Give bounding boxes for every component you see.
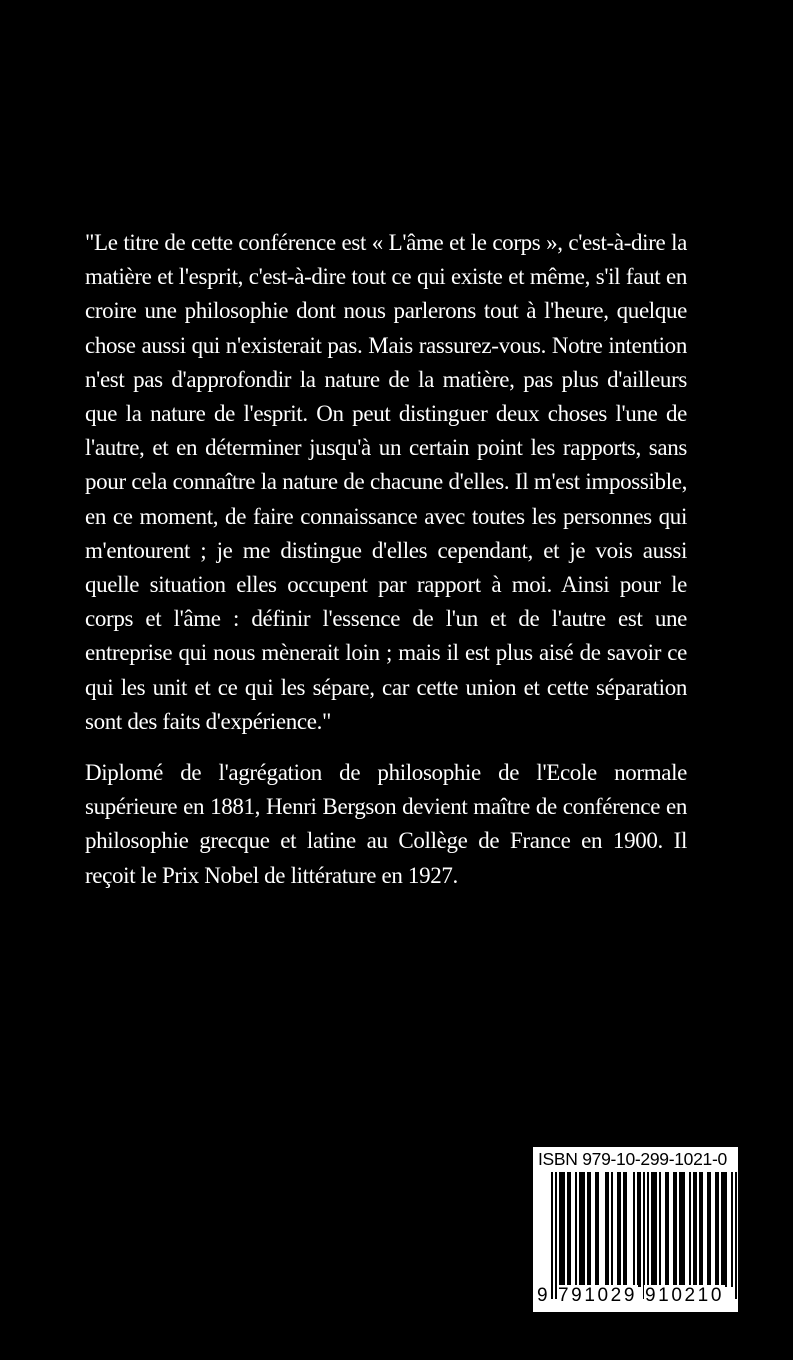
author-bio: Diplomé de l'agrégation de philosophie de l'Ecole normale supérieure en 1881, Henri Bergson devient maître de conférence en philosophie grecque et latine au Collège de France en 1900. Il reçoit le Prix Nobel de littérature en 1927. (85, 760, 687, 888)
barcode-bar (569, 1172, 571, 1287)
barcode-bar (731, 1172, 733, 1287)
barcode-guard-bar (643, 1172, 645, 1299)
back-cover-quote: "Le titre de cette conférence est « L'âme et le corps », c'est-à-dire la matière et l'esprit, c'est-à-dire tout ce qui existe et même, s'il faut en croire une philosophie dont nous parlerons tout à l'heure, quelque chose aussi qui n'existerait pas. Mais rassurez-vous. Notre intention n'est pas d'approfondir la nature de la matière, pas plus d'ailleurs que la nature de l'esprit. On peut distinguer deux choses l'une de l'autre, et en déterminer jusqu'à un certain point les rapports, sans pour cela connaître la nature de chacune d'elles. Il m'est impossible, en ce moment, de faire connaissance avec toutes les personnes qui m'entourent ; je me distingue d'elles cependant, et je vois aussi quelle situation elles occupent par rapport à moi. Ainsi pour le corps et l'âme : définir l'essence de l'un et de l'autre est une entreprise qui nous mènerait loin ; mais il est plus aisé de savoir ce qui les unit et ce qui les sépare, car cette union et cette séparation sont des faits d'expérience." (85, 230, 687, 734)
barcode-bar (651, 1172, 653, 1287)
barcode-bar (605, 1172, 607, 1287)
barcode-bar (617, 1172, 619, 1287)
barcode-bar (675, 1172, 677, 1287)
barcode-bar (723, 1172, 725, 1287)
barcode-bar (693, 1172, 695, 1287)
barcode-bar (679, 1172, 681, 1287)
barcode-bar (717, 1172, 719, 1287)
barcode-bar (655, 1172, 657, 1287)
barcode-bar (581, 1172, 583, 1287)
barcode-bar (659, 1172, 661, 1287)
barcode-bar (725, 1172, 727, 1287)
barcode-bar (579, 1172, 581, 1287)
barcode-bar (637, 1172, 639, 1287)
barcode-bar (583, 1172, 585, 1287)
barcode-bar (595, 1172, 597, 1287)
barcode-bar (683, 1172, 685, 1287)
barcode-bar (653, 1172, 655, 1287)
barcode-digit-first: 9 (537, 1285, 551, 1306)
barcode-bar (673, 1172, 675, 1287)
barcode-bar (639, 1172, 641, 1287)
barcode-guard-bar (555, 1172, 557, 1299)
barcode-guard-bar (551, 1172, 553, 1299)
barcode-bar (681, 1172, 683, 1287)
barcode-bar (709, 1172, 711, 1287)
barcode-digits-left: 791029 (558, 1285, 638, 1306)
barcode-guard-bar (647, 1172, 649, 1299)
barcode-bar (587, 1172, 589, 1287)
barcode-bar (563, 1172, 565, 1287)
barcode-bar (567, 1172, 569, 1287)
barcode-bar (689, 1172, 691, 1287)
barcode-bar (665, 1172, 667, 1287)
barcode-bar (625, 1172, 627, 1287)
barcode-digits-right: 910210 (645, 1285, 725, 1306)
barcode-bar (701, 1172, 703, 1287)
barcode-bar (715, 1172, 717, 1287)
barcode-bar (699, 1172, 701, 1287)
barcode-bar (667, 1172, 669, 1287)
isbn-barcode (533, 1147, 738, 1312)
barcode-bar (575, 1172, 577, 1287)
barcode-bar (633, 1172, 635, 1287)
barcode-bar (589, 1172, 591, 1287)
barcode-bar (721, 1172, 723, 1287)
isbn-label: ISBN 979-10-299-1021-0 (538, 1149, 727, 1169)
barcode-bar (559, 1172, 561, 1287)
barcode-bar (619, 1172, 621, 1287)
barcode-bar (561, 1172, 563, 1287)
barcode-bar (623, 1172, 625, 1287)
barcode-guard-bar (735, 1172, 737, 1299)
barcode-bar (611, 1172, 613, 1287)
barcode-bar (607, 1172, 609, 1287)
barcode-bar (597, 1172, 599, 1287)
barcode-bar (695, 1172, 697, 1287)
barcode-bar (707, 1172, 709, 1287)
